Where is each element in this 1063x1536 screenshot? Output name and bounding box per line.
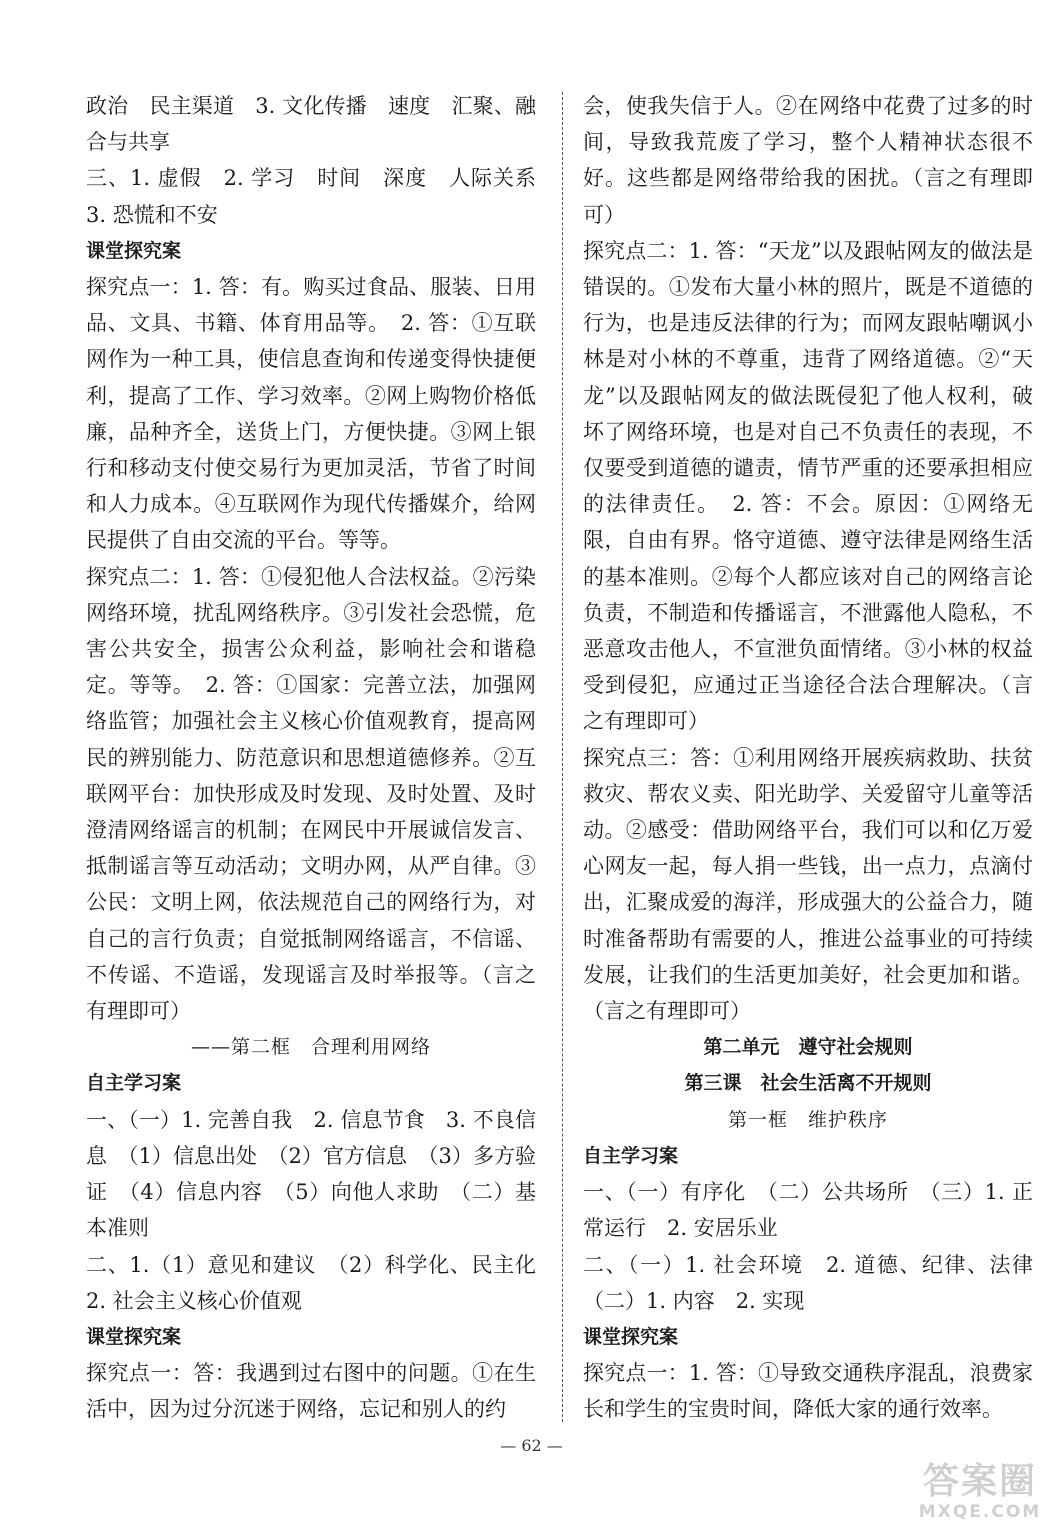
right-p1: 会，使我失信于人。②在网络中花费了过多的时间，导致我荒废了学习，整个人精神状态很不好。这些都是网络带给我的困扰。（言之有理即可） (583, 94, 1033, 227)
page-number: — 62 — (500, 1436, 563, 1455)
section-title: 第一框 维护秩序 (727, 1108, 888, 1131)
right-heading-1: 自主学习案 (583, 1144, 679, 1167)
left-heading-2: 自主学习案 (86, 1072, 182, 1095)
right-p2: 探究点二：1. 答：“天龙”以及跟帖网友的做法是错误的。①发布大量小林的照片，既是不道德的行为，也是违反法律的行为；而网友跟帖嘲讽小林是对小林的不尊重，违背了网络道德。②“天龙”以及跟帖网友的做法既侵犯了他人权利，破坏了网络环境，也是对自己不负责任的表现，不仅要受到道德的谴责，情节严重的还要承担相应的法律责任。 2. 答：不会。原因：①网络无限，自由有界。恪守道德、遵守法律是网络生活的基本准则。②每个人都应该对自己的网络言论负责，不制造和传播谣言，不泄露他人隐私，不恶意攻击他人，不宣泄负面情绪。③小林的权益受到侵犯，应通过正当途径合法合理解决。（言之有理即可） (583, 238, 1033, 734)
left-subtitle: ——第二框 合理利用网络 (190, 1036, 431, 1059)
unit-title: 第二单元 遵守社会规则 (703, 1036, 913, 1059)
watermark-text: 答案圈 (922, 1461, 1037, 1502)
lesson-title: 第三课 社会生活离不开规则 (684, 1072, 932, 1095)
left-column (86, 88, 557, 1428)
left-p3: 探究点一：1. 答：有。购买过食品、服装、日用品、文具、书籍、体育用品等。 2. 答：①互联网作为一种工具，使信息查询和传递变得快捷便利，提高了工作、学习效率。②网上购物价格低廉，品种齐全，送货上门，方便快捷。③网上银行和移动支付使交易行为更加灵活，节省了时间和人力成本。④互联网作为现代传播媒介，给网民提供了自由交流的平台。等等。 (86, 275, 536, 553)
right-column (583, 88, 1054, 1428)
right-p5: 二、（一）1. 社会环境 2. 道德、纪律、法律 （二）1. 内容 2. 实现 (583, 1252, 1054, 1313)
left-p6: 二、1.（1）意见和建议 （2）科学化、民主化 2. 社会主义核心价值观 (86, 1252, 557, 1313)
column-divider (562, 92, 563, 1422)
right-p4: 一、（一）有序化 （二）公共场所 （三）1. 正常运行 2. 安居乐业 (583, 1180, 1033, 1241)
left-heading-3: 课堂探究案 (86, 1325, 182, 1348)
left-p4: 探究点二：1. 答：①侵犯他人合法权益。②污染网络环境，扰乱网络秩序。③引发社会恐慌，危害公共安全，损害公众利益，影响社会和谐稳定。等等。 2. 答：①国家：完善立法，加强网络监管；加强社会主义核心价值观教育，提高网民的辨别能力、防范意识和思想道德修养。②互联网平台：加快形成及时发现、及时处置、及时澄清网络谣言的机制；在网民中开展诚信发言、抵制谣言等互动活动；文明办网，从严自律。③公民：文明上网，依法规范自己的网络行为，对自己的言行负责；自觉抵制网络谣言，不信谣、不传谣、不造谣，发现谣言及时举报等。（言之有理即可） (86, 564, 536, 1024)
left-heading-1: 课堂探究案 (86, 239, 182, 262)
left-p1: 政治 民主渠道 3. 文化传播 速度 汇聚、融合与共享 (86, 94, 536, 155)
left-p5: 一、（一）1. 完善自我 2. 信息节食 3. 不良信息 （1）信息出处 （2）官方信息 （3）多方验证 （4）信息内容 （5）向他人求助 （二）基本准则 (86, 1107, 536, 1241)
right-p3: 探究点三：答：①利用网络开展疾病救助、扶贫救灾、帮农义卖、阳光助学、关爱留守儿童等活动。②感受：借助网络平台，我们可以和亿万爱心网友一起，每人捐一些钱，出一点力，点滴付出，汇聚成爱的海洋，形成强大的公益合力，随时准备帮助有需要的人，推进公益事业的可持续发展，让我们的生活更加美好，社会更加和谐。（言之有理即可） (583, 745, 1033, 1024)
right-p6: 探究点一：1. 答：①导致交通秩序混乱，浪费家长和学生的宝贵时间，降低大家的通行效率。 (583, 1361, 1033, 1422)
watermark-logo (915, 1462, 1045, 1528)
right-heading-2: 课堂探究案 (583, 1325, 679, 1348)
left-p2: 三、1. 虚假 2. 学习 时间 深度 人际关系 3. 恐慌和不安 (86, 166, 557, 227)
watermark-url: MXQE.COM (918, 1502, 1042, 1522)
left-p7: 探究点一：答：我遇到过右图中的问题。①在生活中，因为过分沉迷于网络，忘记和别人的约 (86, 1361, 536, 1422)
